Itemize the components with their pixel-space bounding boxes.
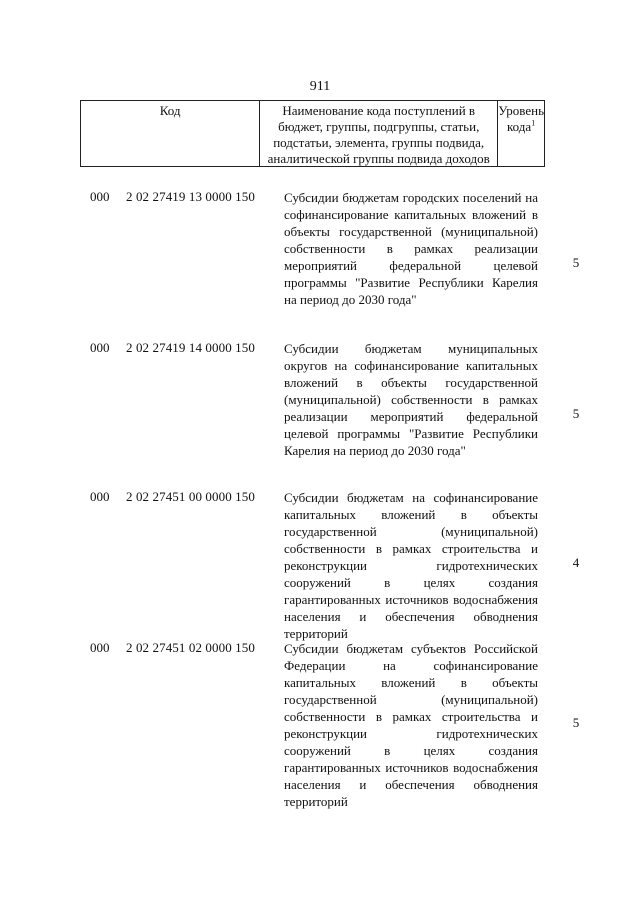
admin-code: 000	[90, 489, 110, 504]
revenue-name: Субсидии бюджетам на софинансирование капитальных вложений в объекты государственной (муниципальной) собственности в рамках строительства и реконструкции гидротехнических сооружений в целях создания гарантированных источников водоснабжения населения и обеспечения обводнения территорий	[284, 490, 538, 641]
code-level: 4	[572, 555, 580, 570]
revenue-code: 2 02 27451 00 0000 150	[126, 489, 255, 504]
code-level: 5	[572, 715, 580, 730]
page-number: 911	[309, 79, 331, 94]
admin-code: 000	[90, 340, 110, 355]
table-header	[80, 100, 545, 167]
revenue-name: Субсидии бюджетам городских поселений на софинансирование капитальных вложений в объекты государственной (муниципальной) собственности в рамках реализации мероприятий федеральной целевой программы "Развитие Республики Карелия на период до 2030 года"	[284, 190, 538, 307]
header-level	[498, 101, 544, 166]
header-code: Код	[81, 101, 260, 166]
code-level: 5	[572, 406, 580, 421]
footnote-mark: 1	[531, 118, 536, 128]
header-level-label: Уровень кода	[498, 103, 544, 134]
code-level: 5	[572, 255, 580, 270]
header-name: Наименование кода поступлений в бюджет, группы, подгруппы, статьи, подстатьи, элемента, группы подвида, аналитической группы подвида доходов	[260, 101, 498, 166]
admin-code: 000	[90, 640, 110, 655]
revenue-code: 2 02 27419 13 0000 150	[126, 189, 255, 204]
revenue-name: Субсидии бюджетам субъектов Российской Федерации на софинансирование капитальных вложений в объекты государственной (муниципальной) собственности в рамках строительства и реконструкции гидротехнических сооружений в целях создания гарантированных источников водоснабжения населения и обеспечения обводнения территорий	[284, 641, 538, 809]
revenue-name: Субсидии бюджетам муниципальных округов на софинансирование капитальных вложений в объекты государственной (муниципальной) собственности в рамках реализации мероприятий федеральной целевой программы "Развитие Республики Карелия на период до 2030 года"	[284, 341, 538, 458]
revenue-code: 2 02 27419 14 0000 150	[126, 340, 255, 355]
revenue-code: 2 02 27451 02 0000 150	[126, 640, 255, 655]
admin-code: 000	[90, 189, 110, 204]
